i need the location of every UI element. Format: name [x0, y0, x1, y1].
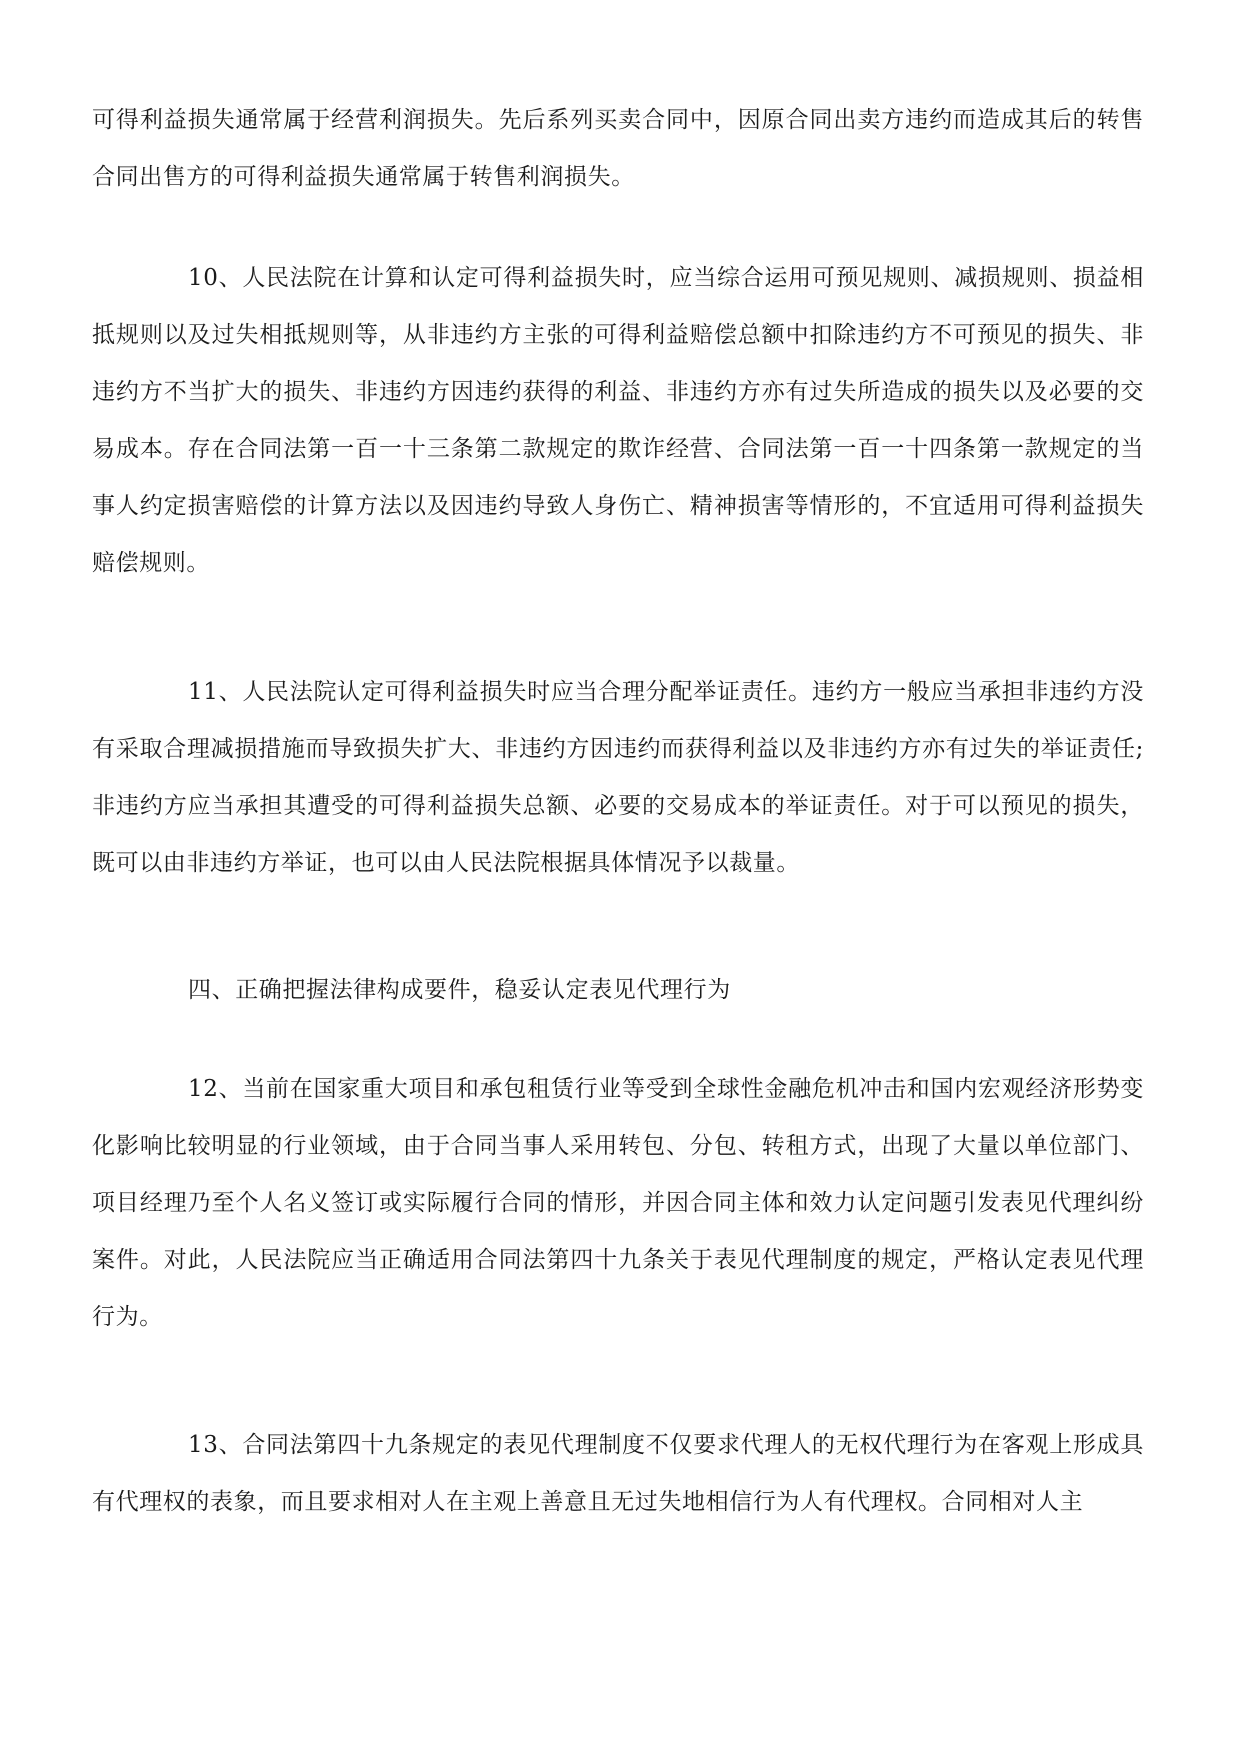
paragraph-item-13: 13、合同法第四十九条规定的表见代理制度不仅要求代理人的无权代理行为在客观上形成具有代理权的表象，而且要求相对人在主观上善意且无过失地相信行为人有代理权。合同相对人主	[92, 1432, 1144, 1515]
paragraph-item-11: 11、人民法院认定可得利益损失时应当合理分配举证责任。违约方一般应当承担非违约方没有采取合理减损措施而导致损失扩大、非违约方因违约而获得利益以及非违约方亦有过失的举证责任;非违约方应当承担其遭受的可得利益损失总额、必要的交易成本的举证责任。对于可以预见的损失，既可以由非违约方举证，也可以由人民法院根据具体情况予以裁量。	[92, 679, 1144, 876]
section-heading-4: 四、正确把握法律构成要件，稳妥认定表见代理行为	[188, 977, 731, 1003]
paragraph-item-10: 10、人民法院在计算和认定可得利益损失时，应当综合运用可预见规则、减损规则、损益相抵规则以及过失相抵规则等，从非违约方主张的可得利益赔偿总额中扣除违约方不可预见的损失、非违约方不当扩大的损失、非违约方因违约获得的利益、非违约方亦有过失所造成的损失以及必要的交易成本。存在合同法第一百一十三条第二款规定的欺诈经营、合同法第一百一十四条第一款规定的当事人约定损害赔偿的计算方法以及因违约导致人身伤亡、精神损害等情形的，不宜适用可得利益损失赔偿规则。	[92, 265, 1144, 576]
paragraph-item-12: 12、当前在国家重大项目和承包租赁行业等受到全球性金融危机冲击和国内宏观经济形势变化影响比较明显的行业领域，由于合同当事人采用转包、分包、转租方式，出现了大量以单位部门、项目经理乃至个人名义签订或实际履行合同的情形，并因合同主体和效力认定问题引发表见代理纠纷案件。对此，人民法院应当正确适用合同法第四十九条关于表见代理制度的规定，严格认定表见代理行为。	[92, 1076, 1144, 1330]
paragraph-continuation: 可得利益损失通常属于经营利润损失。先后系列买卖合同中，因原合同出卖方违约而造成其后的转售合同出售方的可得利益损失通常属于转售利润损失。	[92, 107, 1144, 190]
